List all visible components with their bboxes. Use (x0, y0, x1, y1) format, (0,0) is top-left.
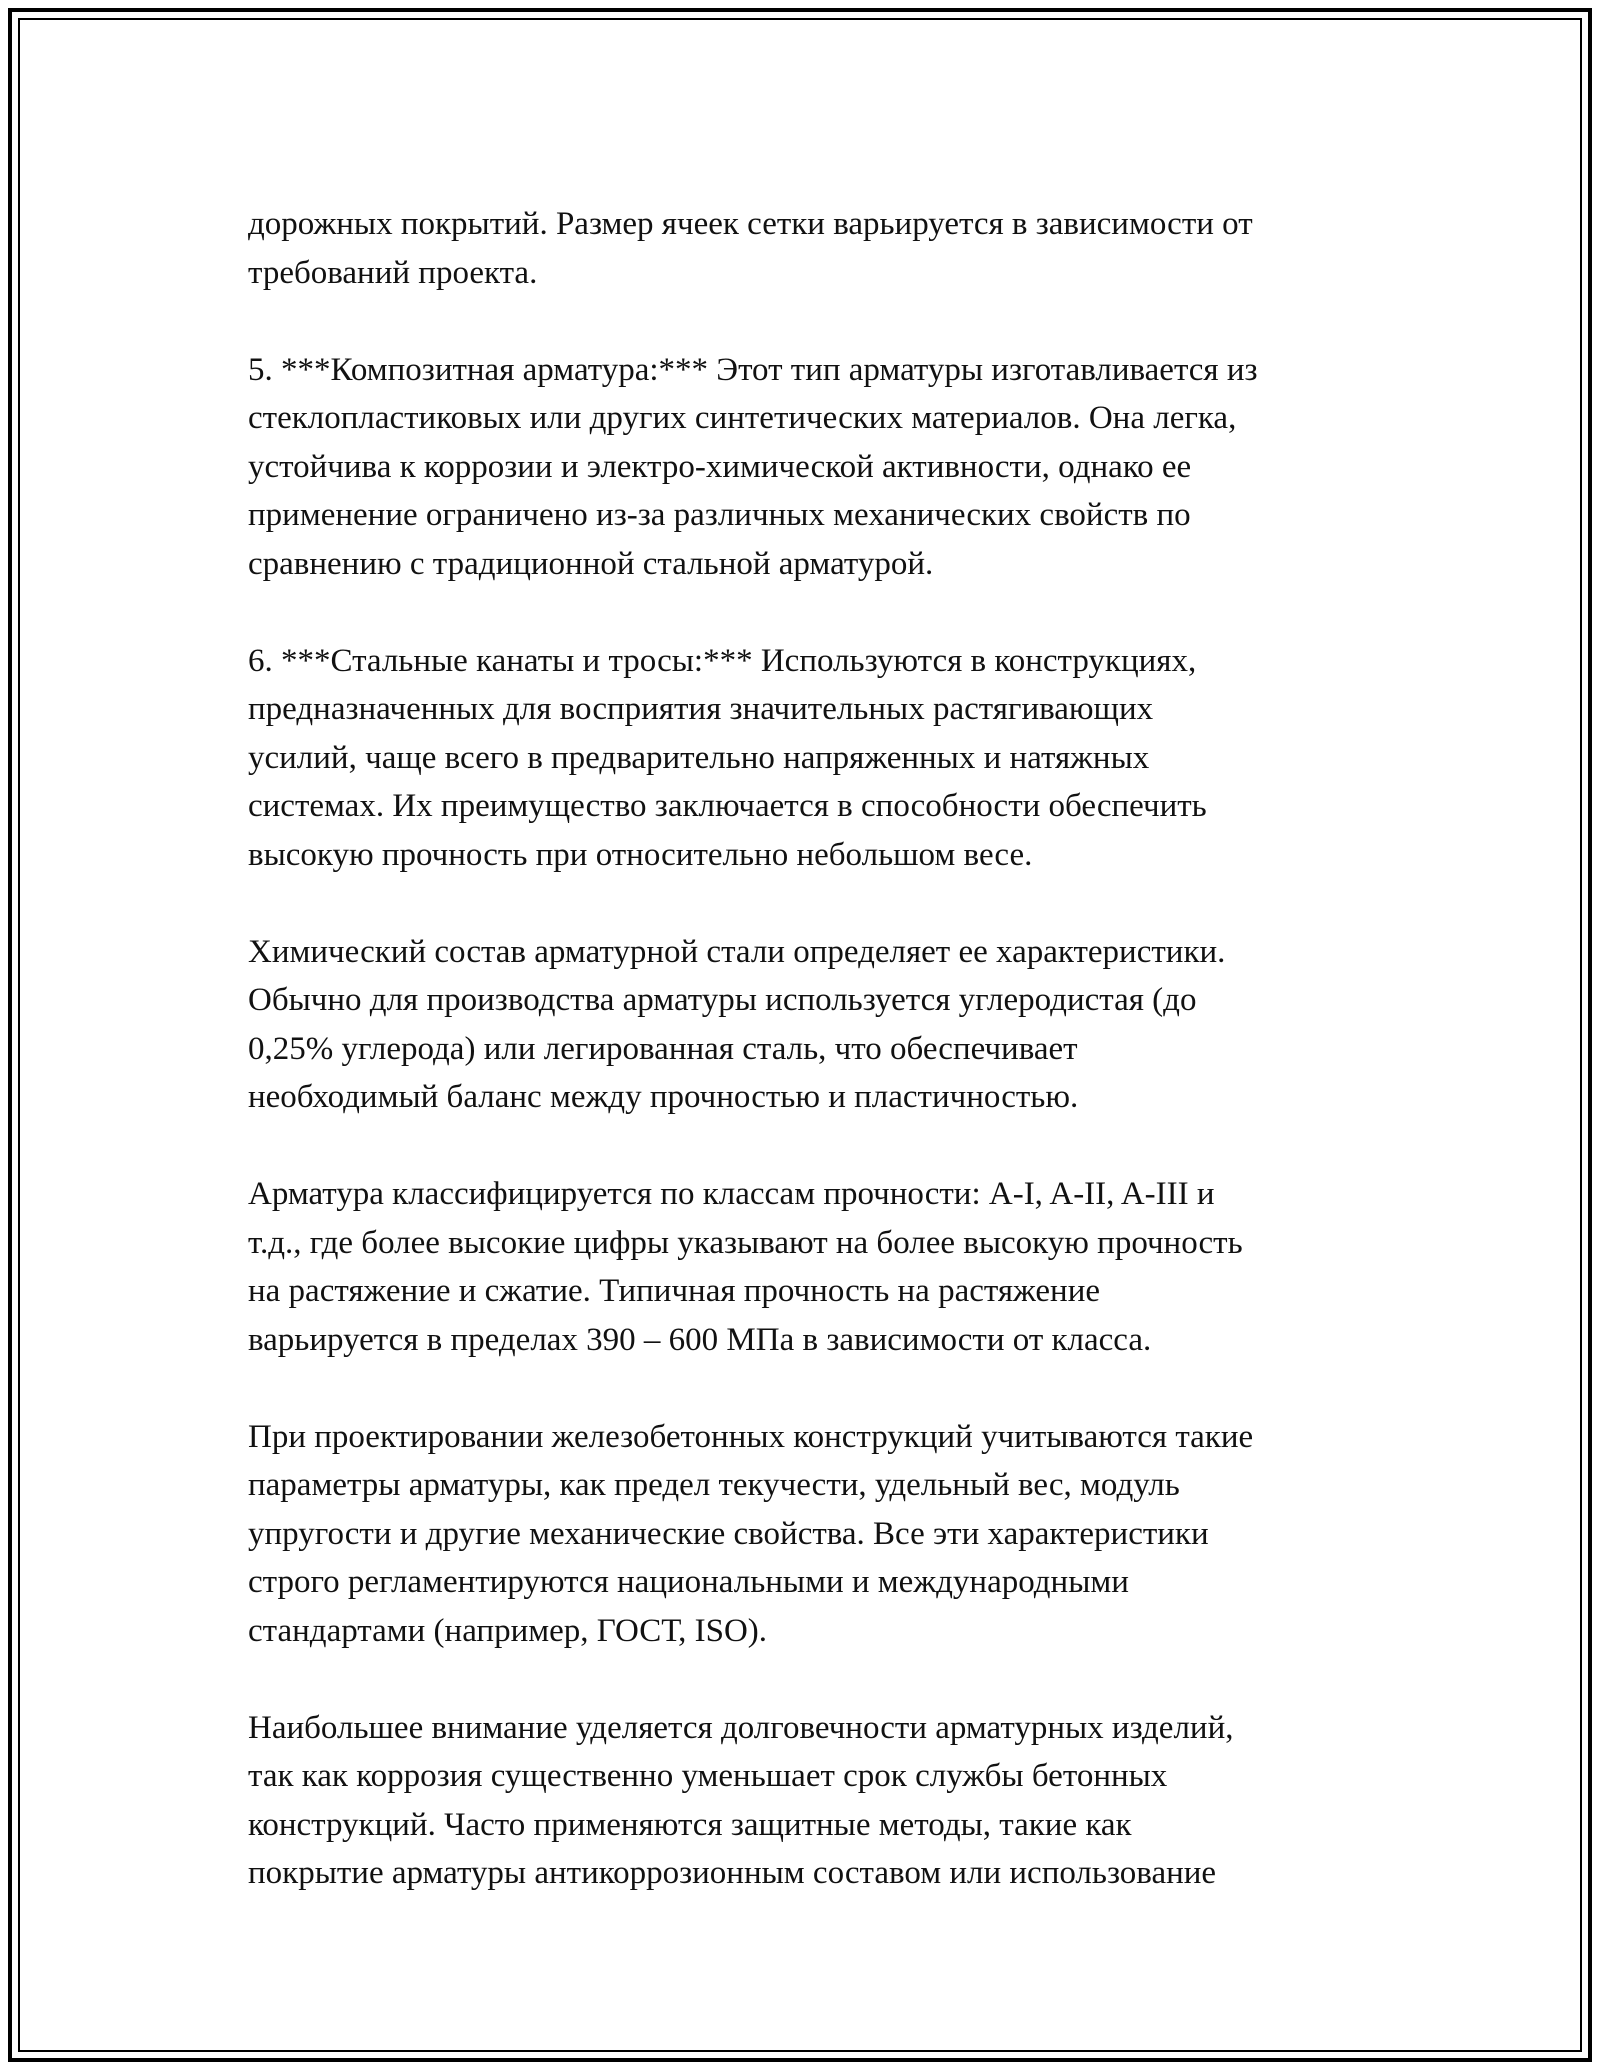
text-line: системах. Их преимущество заключается в способности обеспечить (248, 788, 1207, 824)
text-line: конструкций. Часто применяются защитные методы, такие как (248, 1806, 1132, 1843)
text-line: Химический состав арматурной стали определяет ее характеристики. (248, 933, 1226, 970)
text-line: параметры арматуры, как предел текучести, удельный вес, модуль (248, 1467, 1180, 1503)
text-line: покрытие арматуры антикоррозионным составом или использование (248, 1855, 1217, 1891)
text-line: стандартами (например, ГОСТ, ISO). (248, 1612, 768, 1649)
text-line: необходимый баланс между прочностью и пластичностью. (248, 1079, 1079, 1115)
text-line: предназначенных для восприятия значительных растягивающих (248, 691, 1154, 727)
text-line: 6. ***Стальные канаты и тросы:*** Используются в конструкциях, (248, 642, 1197, 679)
text-line: упругости и другие механические свойства. Все эти характеристики (248, 1515, 1209, 1552)
text-line: усилий, чаще всего в предварительно напряженных и натяжных (248, 739, 1150, 776)
text-line: высокую прочность при относительно небольшом весе. (248, 836, 1033, 873)
text-line: устойчива к коррозии и электро-химической активности, однако ее (248, 448, 1192, 485)
text-line: строго регламентируются национальными и международными (248, 1564, 1129, 1600)
text-line: Обычно для производства арматуры используется углеродистая (до (248, 982, 1197, 1018)
text-line: дорожных покрытий. Размер ячеек сетки варьируется в зависимости от (248, 206, 1253, 242)
text-line: так как коррозия существенно уменьшает срок службы бетонных (248, 1758, 1168, 1794)
text-line: варьируется в пределах 390 – 600 МПа в зависимости от класса. (248, 1321, 1152, 1358)
paragraph-durability (248, 1704, 1398, 1898)
text-line: применение ограничено из-за различных механических свойств по (248, 497, 1191, 533)
text-line: стеклопластиковых или других синтетических материалов. Она легка, (248, 400, 1237, 436)
paragraph-strength-classes (248, 1170, 1398, 1364)
paragraph-design-parameters (248, 1413, 1398, 1656)
text-line: 5. ***Композитная арматура:*** Этот тип арматуры изготавливается из (248, 351, 1258, 388)
page-frame (8, 8, 1592, 2062)
text-line: Наибольшее внимание уделяется долговечности арматурных изделий, (248, 1709, 1234, 1746)
text-line: сравнению с традиционной стальной арматурой. (248, 545, 934, 582)
text-line: требований проекта. (248, 254, 538, 291)
text-line: При проектировании железобетонных конструкций учитываются такие (248, 1418, 1254, 1455)
text-line: т.д., где более высокие цифры указывают на более высокую прочность (248, 1224, 1243, 1261)
paragraph-composite-rebar (248, 346, 1398, 589)
text-line: Арматура классифицируется по классам прочности: A-I, A-II, A-III и (248, 1176, 1215, 1212)
document-body (248, 200, 1398, 1898)
paragraph-chemical-composition (248, 928, 1398, 1122)
text-line: 0,25% углерода) или легированная сталь, что обеспечивает (248, 1030, 1078, 1067)
paragraph-mesh-continuation (248, 200, 1398, 297)
paragraph-steel-cables (248, 637, 1398, 880)
text-line: на растяжение и сжатие. Типичная прочность на растяжение (248, 1273, 1101, 1309)
